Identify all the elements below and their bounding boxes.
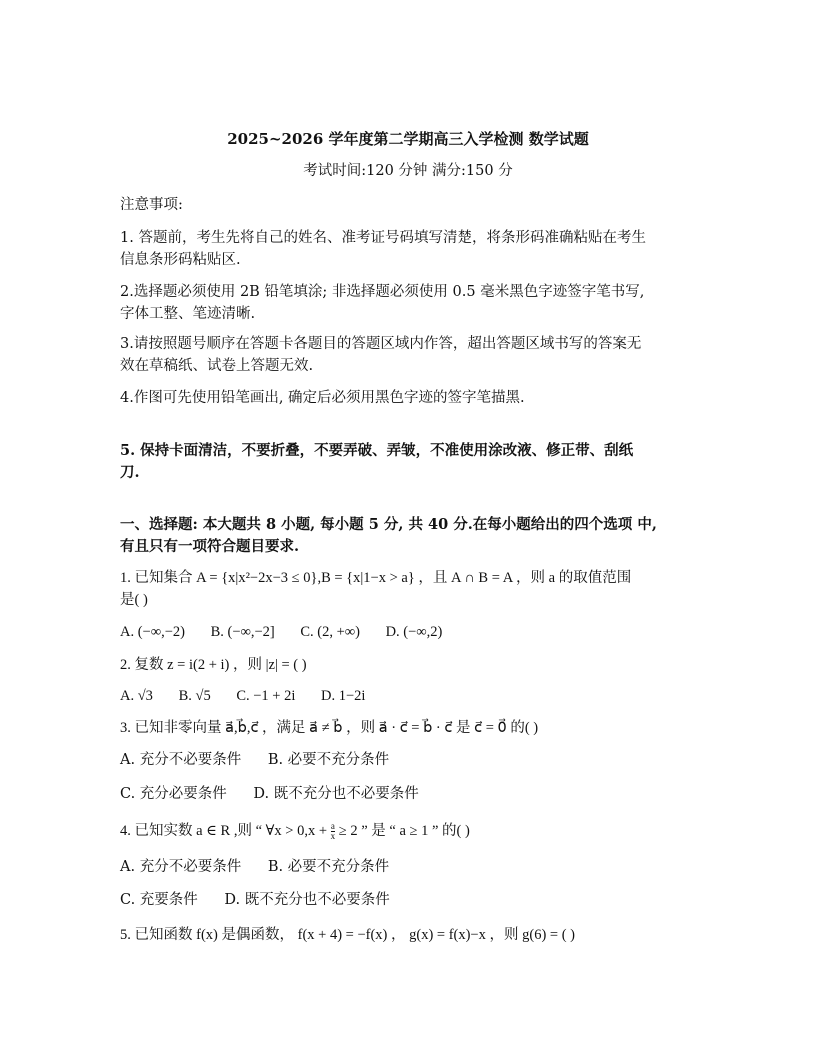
- question-4-options-row2: [120, 890, 390, 910]
- section-heading-line2: 有且只有一项符合题目要求.: [120, 538, 300, 555]
- q4-option-b: B. 必要不充分条件: [267, 859, 390, 875]
- q4-fraction: [331, 822, 336, 841]
- question-1-options: [120, 622, 442, 642]
- question-1-stem-cont: 是( ): [120, 592, 148, 608]
- notice-1-line1: 1. 答题前，考生先将自己的姓名、准考证号码填写清楚，将条形码准确粘贴在考生: [120, 230, 646, 246]
- question-3-options-row2: [120, 784, 419, 804]
- notice-heading: 注意事项:: [120, 197, 183, 213]
- q2-option-b: B. √5: [178, 688, 211, 704]
- notice-5-line2: 刀.: [120, 464, 140, 481]
- question-5-stem: 5. 已知函数 f(x) 是偶函数， f(x + 4) = −f(x) ， g(x) = f(x)−x ，则 g(6) = ( ): [120, 927, 575, 943]
- question-4-options-row1: [120, 857, 389, 877]
- q1-option-c: C. (2, +∞): [300, 624, 360, 640]
- q4-stem-suffix: ≥ 2 ” 是 “ a ≥ 1 ” 的( ): [338, 823, 470, 839]
- q2-option-d: D. 1−2i: [321, 688, 366, 704]
- notice-3-line2: 效在草稿纸、试卷上答题无效.: [120, 358, 314, 374]
- notice-2-line1: 2.选择题必须使用 2B 铅笔填涂; 非选择题必须使用 0.5 毫米黑色字迹签字笔书写,: [120, 284, 645, 300]
- notice-2-line2: 字体工整、笔迹清晰.: [120, 306, 256, 322]
- notice-1-line2: 信息条形码粘贴区.: [120, 252, 241, 268]
- notice-4: 4.作图可先使用铅笔画出, 确定后必须用黑色字迹的签字笔描黑.: [120, 390, 525, 406]
- q4-frac-num: a: [330, 821, 335, 832]
- question-2-options: [120, 686, 365, 706]
- question-3-stem: 3. 已知非零向量 a⃗,b⃗,c⃗ ，满足 a⃗ ≠ b⃗ ，则 a⃗ · c⃗ = b⃗ · c⃗ 是 c⃗ = 0⃗ 的( ): [120, 720, 539, 736]
- exam-info: 考试时间:120 分钟 满分:150 分: [303, 163, 513, 179]
- question-3-options-row1: [120, 750, 389, 770]
- q4-option-a: A. 充分不必要条件: [120, 859, 242, 875]
- q4-option-c: C. 充要条件: [120, 892, 198, 908]
- notice-5-line1: 5. 保持卡面清洁，不要折叠，不要弄破、弄皱，不准使用涂改液、修正带、刮纸: [120, 442, 634, 459]
- q4-option-d: D. 既不充分也不必要条件: [224, 892, 390, 908]
- exam-title: 2025~2026 学年度第二学期高三入学检测 数学试题: [227, 130, 589, 148]
- q1-option-d: D. (−∞,2): [385, 624, 443, 640]
- q3-option-c: C. 充分必要条件: [120, 786, 227, 802]
- notice-3-line1: 3.请按照题号顺序在答题卡各题目的答题区域内作答，超出答题区域书写的答案无: [120, 336, 642, 352]
- q2-option-a: A. √3: [120, 688, 153, 704]
- question-4-stem: [120, 821, 470, 841]
- q1-option-b: B. (−∞,−2]: [210, 624, 275, 640]
- q3-option-d: D. 既不充分也不必要条件: [253, 786, 419, 802]
- q4-stem-prefix: 4. 已知实数 a ∈ R ,则 “ ∀x > 0,x +: [120, 823, 328, 839]
- q4-frac-den: x: [330, 831, 336, 842]
- question-2-stem: 2. 复数 z = i(2 + i) ，则 |z| = ( ): [120, 657, 307, 673]
- q3-option-b: B. 必要不充分条件: [267, 752, 390, 768]
- section-heading-line1: 一、选择题: 本大题共 8 小题, 每小题 5 分, 共 40 分.在每小题给出的四个选项 中,: [120, 516, 657, 533]
- q2-option-c: C. −1 + 2i: [236, 688, 296, 704]
- q1-option-a: A. (−∞,−2): [120, 624, 185, 640]
- question-1-stem: 1. 已知集合 A = {x|x²−2x−3 ≤ 0},B = {x|1−x > a} ，且 A ∩ B = A ，则 a 的取值范围: [120, 570, 632, 586]
- q3-option-a: A. 充分不必要条件: [120, 752, 242, 768]
